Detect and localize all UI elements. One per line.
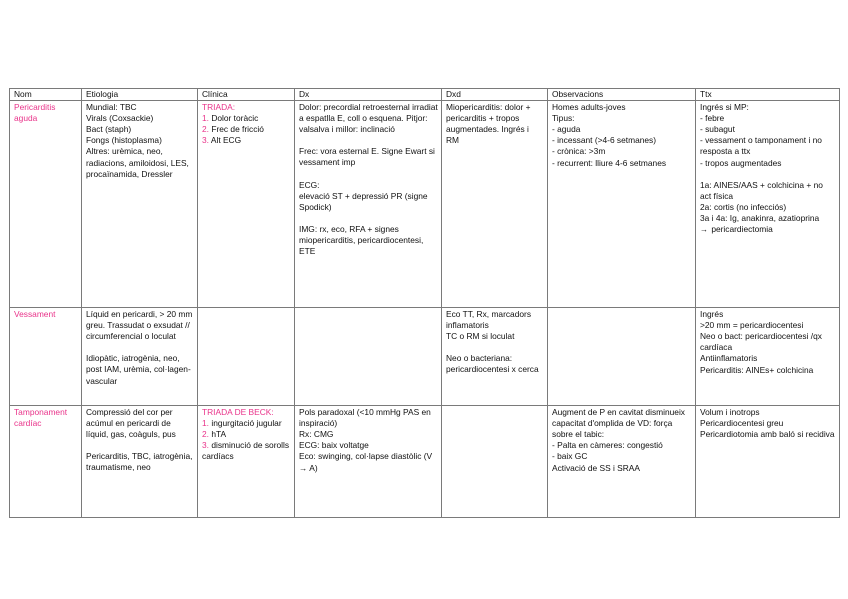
item-text: ingurgitació jugular — [211, 418, 282, 429]
obs-line: Augment de P en cavitat disminueix capacitat d'omplida de VD: força sobre el tabic: — [552, 407, 685, 440]
item-number: 2. — [202, 124, 209, 135]
etiologia-line: Fongs (histoplasma) — [86, 135, 162, 146]
ttx-line: Ingrés — [700, 309, 724, 320]
etiologia-line: Idiopàtic, iatrogènia, neo, post IAM, urèmia, col·lagen-vascular — [86, 353, 191, 386]
clinica-title: TRIADA: — [202, 102, 236, 113]
cell-ttx — [696, 101, 840, 308]
item-number: 3. — [202, 135, 209, 146]
clinica-item — [202, 124, 291, 135]
obs-line: Homes adults-joves — [552, 102, 626, 113]
dx-line: IMG: rx, eco, RFA + signes miopericarditis, pericardiocentesi, ETE — [299, 223, 424, 257]
comparison-table — [9, 88, 840, 518]
clinica-item — [202, 113, 291, 124]
arrow-right-icon: → — [700, 225, 708, 235]
clinica-title: TRIADA DE BECK: — [202, 407, 274, 418]
ttx-line: Antiinflamatoris — [700, 353, 758, 364]
item-text: Alt ECG — [210, 135, 242, 146]
obs-line: Tipus: — [552, 113, 575, 124]
cell-clinica — [198, 101, 295, 308]
obs-line: - aguda — [552, 124, 581, 135]
cell-observacions — [548, 101, 696, 308]
etiologia-line: Virals (Coxsackie) — [86, 113, 154, 124]
dxd-line: Neo o bacteriana: pericardiocentesi x cerca — [446, 353, 539, 375]
obs-line: Activació de SS i SRAA — [552, 462, 640, 473]
cell-etiologia — [82, 406, 198, 518]
dxd-line: TC o RM si loculat — [446, 331, 515, 342]
item-number: 2. — [202, 429, 209, 440]
cell-ttx — [696, 406, 840, 518]
dxd-line: Eco TT, Rx, marcadors inflamatoris — [446, 309, 532, 331]
clinica-item — [202, 429, 291, 440]
etiologia-line: Bact (staph) — [86, 124, 132, 135]
ttx-line: 2a: cortis (no infecciós) — [700, 201, 787, 212]
ttx-line: >20 mm = pericardiocentesi — [700, 320, 804, 331]
item-text: Frec de fricció — [211, 124, 264, 135]
dx-line: ECG: baix voltatge — [299, 440, 369, 451]
dx-line: Eco: swinging, col·lapse diastòlic (V → A) — [299, 451, 433, 473]
header-row — [10, 89, 840, 101]
etiologia-line: Altres: urèmica, neo, radiacions, amiloidosi, LES, procaïnamida, Dressler — [86, 146, 189, 179]
obs-line: - Palta en càmeres: congestió — [552, 440, 663, 451]
item-number: 3. — [202, 440, 209, 451]
item-number: 1. — [202, 113, 209, 124]
etiologia-line: Líquid en pericardi, > 20 mm greu. Trassudat o exsudat // circumferencial o loculat — [86, 309, 193, 342]
ttx-line: - vessament o tamponament i no resposta a ttx — [700, 135, 822, 157]
header-etiologia: Etiologia — [82, 89, 198, 101]
obs-line: - incessant (>4-6 setmanes) — [552, 135, 657, 146]
table-row — [10, 406, 840, 518]
clinica-item — [202, 440, 291, 462]
dx-line: elevació ST + depressió PR (signe Spodick) — [299, 190, 428, 212]
ttx-text: pericardiectomia — [711, 224, 773, 235]
item-number: 1. — [202, 418, 209, 429]
etiologia-line: Compressió del cor per acúmul en pericardi de líquid, gas, coàguls, pus — [86, 407, 176, 440]
cell-dx — [295, 406, 442, 518]
obs-line: - crònica: >3m — [552, 146, 606, 157]
header-nom: Nom — [10, 89, 82, 101]
dx-line: Frec: vora esternal E. Signe Ewart si vessament imp — [299, 146, 435, 168]
condition-name: Tamponament cardíac — [14, 407, 68, 429]
obs-line: - baix GC — [552, 451, 588, 462]
row-name-pericarditis — [10, 101, 82, 308]
dx-line: Rx: CMG — [299, 429, 334, 440]
row-name-vessament — [10, 308, 82, 406]
dxd-line: Miopericarditis: dolor + pericarditis + tropos augmentades. Ingrés i RM — [446, 102, 531, 146]
cell-dxd — [442, 406, 548, 518]
ttx-line: 1a: AINES/AAS + colchicina + no act física — [700, 179, 823, 201]
ttx-line: Neo o bact: pericardiocentesi /qx cardíaca — [700, 331, 822, 353]
condition-name: Vessament — [14, 309, 56, 320]
cell-dx — [295, 101, 442, 308]
cell-clinica — [198, 308, 295, 406]
header-dxd: Dxd — [442, 89, 548, 101]
dx-line: Pols paradoxal (<10 mmHg PAS en inspiració) — [299, 407, 431, 429]
ttx-line: - subagut — [700, 124, 735, 135]
cell-dx — [295, 308, 442, 406]
cell-etiologia — [82, 308, 198, 406]
header-ttx: Ttx — [696, 89, 840, 101]
table-row — [10, 308, 840, 406]
dx-line: Dolor: precordial retroesternal irradiat a espatlla E, coll o esquena. Pitjor: valsalva i millor: inclinació — [299, 102, 438, 135]
cell-etiologia — [82, 101, 198, 308]
item-text: hTA — [211, 429, 227, 440]
ttx-line: - tropos augmentades — [700, 157, 782, 168]
cell-dxd — [442, 101, 548, 308]
cell-observacions — [548, 308, 696, 406]
header-clinica: Clínica — [198, 89, 295, 101]
obs-line: - recurrent: lliure 4-6 setmanes — [552, 157, 667, 168]
condition-name: Pericarditis aguda — [14, 102, 56, 124]
ttx-line: Volum i inotrops — [700, 407, 760, 418]
dx-line: ECG: — [299, 179, 320, 190]
ttx-line: 3a i 4a: Ig, anakinra, azatioprina — [700, 212, 820, 223]
item-text: disminució de sorolls cardíacs — [202, 440, 290, 462]
ttx-line — [700, 224, 836, 235]
header-observacions: Observacions — [548, 89, 696, 101]
table-row — [10, 101, 840, 308]
ttx-line: Pericardiocentesi greu — [700, 418, 784, 429]
clinica-item — [202, 135, 291, 146]
ttx-line: - febre — [700, 113, 725, 124]
cell-clinica — [198, 406, 295, 518]
etiologia-line: Mundial: TBC — [86, 102, 137, 113]
header-dx: Dx — [295, 89, 442, 101]
etiologia-line: Pericarditis, TBC, iatrogènia, traumatisme, neo — [86, 451, 193, 473]
cell-ttx — [696, 308, 840, 406]
ttx-line: Pericardiotomia amb baló si recidiva — [700, 429, 835, 440]
ttx-line: Ingrés si MP: — [700, 102, 749, 113]
clinica-item — [202, 418, 291, 429]
cell-dxd — [442, 308, 548, 406]
item-text: Dolor toràcic — [211, 113, 259, 124]
cell-observacions — [548, 406, 696, 518]
row-name-tamponament — [10, 406, 82, 518]
ttx-line: Pericarditis: AINEs+ colchicina — [700, 364, 814, 375]
